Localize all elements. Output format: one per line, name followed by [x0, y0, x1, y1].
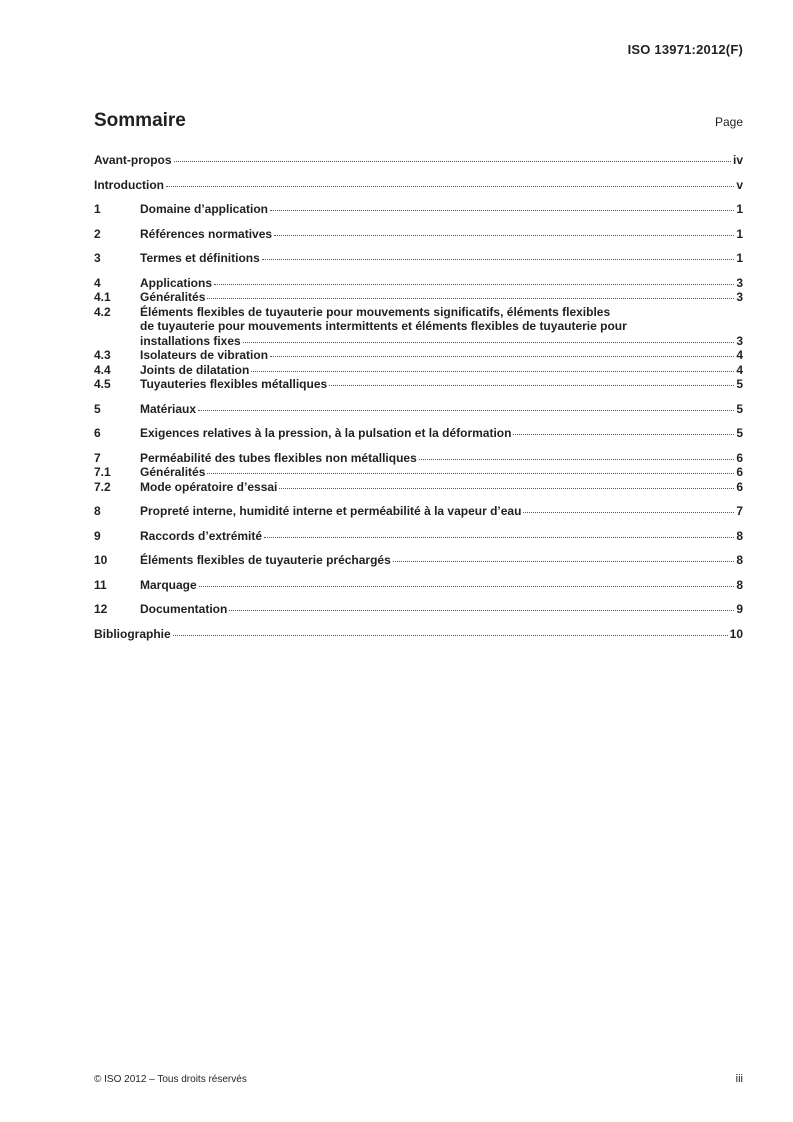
- toc-entry-number: 3: [94, 251, 101, 265]
- toc-entry: [94, 578, 743, 593]
- toc-entry-text: Introduction: [94, 177, 164, 192]
- toc-entry: [94, 290, 743, 305]
- toc-entry-page: 6: [736, 450, 743, 465]
- toc-entry: [94, 402, 743, 417]
- toc-leader-dots: [270, 209, 734, 211]
- toc-entry-text: Références normatives: [140, 226, 273, 241]
- toc-entry: [94, 426, 743, 441]
- toc-entry: [94, 348, 743, 363]
- toc-entry-page: 8: [736, 553, 743, 567]
- toc-entry: [94, 529, 743, 544]
- toc-entry-text: Termes et définitions: [140, 251, 260, 265]
- toc-leader-dots: [274, 234, 734, 236]
- toc-entry-number: 1: [94, 202, 101, 216]
- toc-entry-number: 4.5: [94, 377, 111, 391]
- toc-entry-page: 6: [736, 479, 743, 494]
- toc-entry-text: Mode opératoire d’essai: [140, 479, 278, 494]
- toc-entry-text: Perméabilité des tubes flexibles non métalliques: [140, 450, 417, 465]
- toc-entry-text: Avant-propos: [94, 153, 172, 167]
- toc-entry-text-line: Éléments flexibles de tuyauterie pour mouvements significatifs, éléments flexibles: [140, 304, 611, 319]
- footer-page-number: iii: [735, 1073, 743, 1085]
- toc-entry-page: 8: [736, 528, 743, 543]
- toc-entry-page: 5: [736, 401, 743, 416]
- toc-entry-number: 2: [94, 226, 101, 241]
- page-column-label: Page: [714, 115, 743, 129]
- footer-copyright: © ISO 2012 – Tous droits réservés: [94, 1074, 247, 1085]
- toc-entry-page: v: [736, 177, 743, 192]
- toc-leader-dots: [329, 384, 734, 386]
- toc-leader-dots: [243, 341, 735, 343]
- toc-entry-page: 5: [736, 426, 743, 440]
- toc-entry-page: 8: [736, 577, 743, 592]
- toc-entry-page: iv: [732, 153, 743, 167]
- toc-entry-text: Propreté interne, humidité interne et perméabilité à la vapeur d’eau: [140, 504, 522, 518]
- toc-entry-number: 6: [94, 426, 101, 440]
- toc-entry: [94, 451, 743, 466]
- toc-entry-page: 1: [736, 202, 743, 216]
- toc-entry-text: Tuyauteries flexibles métalliques: [140, 377, 328, 391]
- toc-entry: [94, 602, 743, 617]
- toc-entry-text: Raccords d’extrémité: [140, 528, 263, 543]
- table-of-contents: [94, 153, 743, 641]
- toc-entry-page: 3: [736, 290, 743, 304]
- toc-entry-text: Généralités: [140, 465, 206, 479]
- toc-leader-dots: [174, 160, 731, 162]
- toc-entry-number: 4.2: [94, 304, 111, 319]
- toc-entry-page: 3: [736, 333, 743, 348]
- toc-entry: [94, 553, 743, 568]
- toc-leader-dots: [523, 511, 734, 513]
- toc-leader-dots: [198, 409, 734, 411]
- toc-entry-page: 10: [729, 626, 743, 641]
- toc-entry-number: 4: [94, 275, 101, 290]
- toc-entry-number: 12: [94, 602, 108, 616]
- toc-entry-text-line: installations fixes: [140, 333, 241, 348]
- toc-entry-page: 6: [736, 465, 743, 479]
- toc-entry: [94, 227, 743, 242]
- toc-entry: [94, 504, 743, 519]
- toc-entry-number: 7.1: [94, 465, 111, 479]
- toc-leader-dots: [199, 585, 735, 587]
- toc-entry-number: 7.2: [94, 479, 111, 494]
- toc-entry-page: 4: [736, 362, 743, 377]
- toc-entry: [94, 480, 743, 495]
- toc-entry-text: Exigences relatives à la pression, à la pulsation et la déformation: [140, 426, 512, 440]
- toc-entry-page: 5: [736, 377, 743, 391]
- toc-title-row: [94, 110, 743, 132]
- toc-entry: [94, 305, 743, 349]
- toc-leader-dots: [393, 560, 735, 562]
- toc-entry-page: 9: [736, 602, 743, 616]
- toc-entry-text: Bibliographie: [94, 626, 171, 641]
- toc-leader-dots: [264, 536, 734, 538]
- toc-leader-dots: [214, 283, 734, 285]
- toc-leader-dots: [173, 634, 728, 636]
- toc-leader-dots: [262, 258, 735, 260]
- toc-entry: [94, 153, 743, 168]
- toc-entry-text: Marquage: [140, 577, 197, 592]
- toc-leader-dots: [513, 433, 734, 435]
- toc-entry-text: Joints de dilatation: [140, 362, 250, 377]
- toc-entry: [94, 202, 743, 217]
- toc-entry: [94, 377, 743, 392]
- toc-entry-number: 9: [94, 528, 101, 543]
- toc-leader-dots: [251, 370, 734, 372]
- toc-entry-text: Domaine d’application: [140, 202, 269, 216]
- document-reference: ISO 13971:2012(F): [627, 42, 743, 57]
- toc-entry-text: Applications: [140, 275, 213, 290]
- toc-entry: [94, 178, 743, 193]
- toc-leader-dots: [279, 487, 734, 489]
- toc-entry-text: Éléments flexibles de tuyauterie préchargés: [140, 553, 391, 567]
- toc-entry: [94, 627, 743, 642]
- toc-leader-dots: [419, 458, 735, 460]
- toc-entry-number: 5: [94, 401, 101, 416]
- toc-entry-page: 4: [736, 348, 743, 362]
- toc-entry-number: 4.3: [94, 348, 111, 362]
- toc-entry-text: Documentation: [140, 602, 228, 616]
- toc-leader-dots: [166, 185, 734, 187]
- toc-entry-number: 10: [94, 553, 108, 567]
- toc-leader-dots: [207, 472, 734, 474]
- toc-entry-text: Isolateurs de vibration: [140, 348, 269, 362]
- toc-leader-dots: [270, 355, 734, 357]
- toc-entry-page: 1: [736, 226, 743, 241]
- toc-entry-text: Généralités: [140, 290, 206, 304]
- toc-leader-dots: [229, 609, 734, 611]
- toc-entry-number: 4.1: [94, 290, 111, 304]
- toc-entry: [94, 251, 743, 266]
- toc-entry-number: 7: [94, 450, 101, 465]
- toc-entry-page: 3: [736, 275, 743, 290]
- toc-entry-page: 7: [736, 504, 743, 518]
- toc-entry: [94, 276, 743, 291]
- toc-entry-text: Matériaux: [140, 401, 197, 416]
- toc-leader-dots: [207, 297, 734, 299]
- toc-entry: [94, 465, 743, 480]
- toc-entry-text-line: de tuyauterie pour mouvements intermittents et éléments flexibles de tuyauterie pour: [140, 319, 627, 333]
- toc-entry: [94, 363, 743, 378]
- toc-title: Sommaire: [94, 110, 186, 131]
- toc-entry-number: 4.4: [94, 362, 111, 377]
- toc-entry-number: 11: [94, 577, 107, 592]
- toc-entry-number: 8: [94, 504, 101, 518]
- toc-entry-page: 1: [736, 251, 743, 265]
